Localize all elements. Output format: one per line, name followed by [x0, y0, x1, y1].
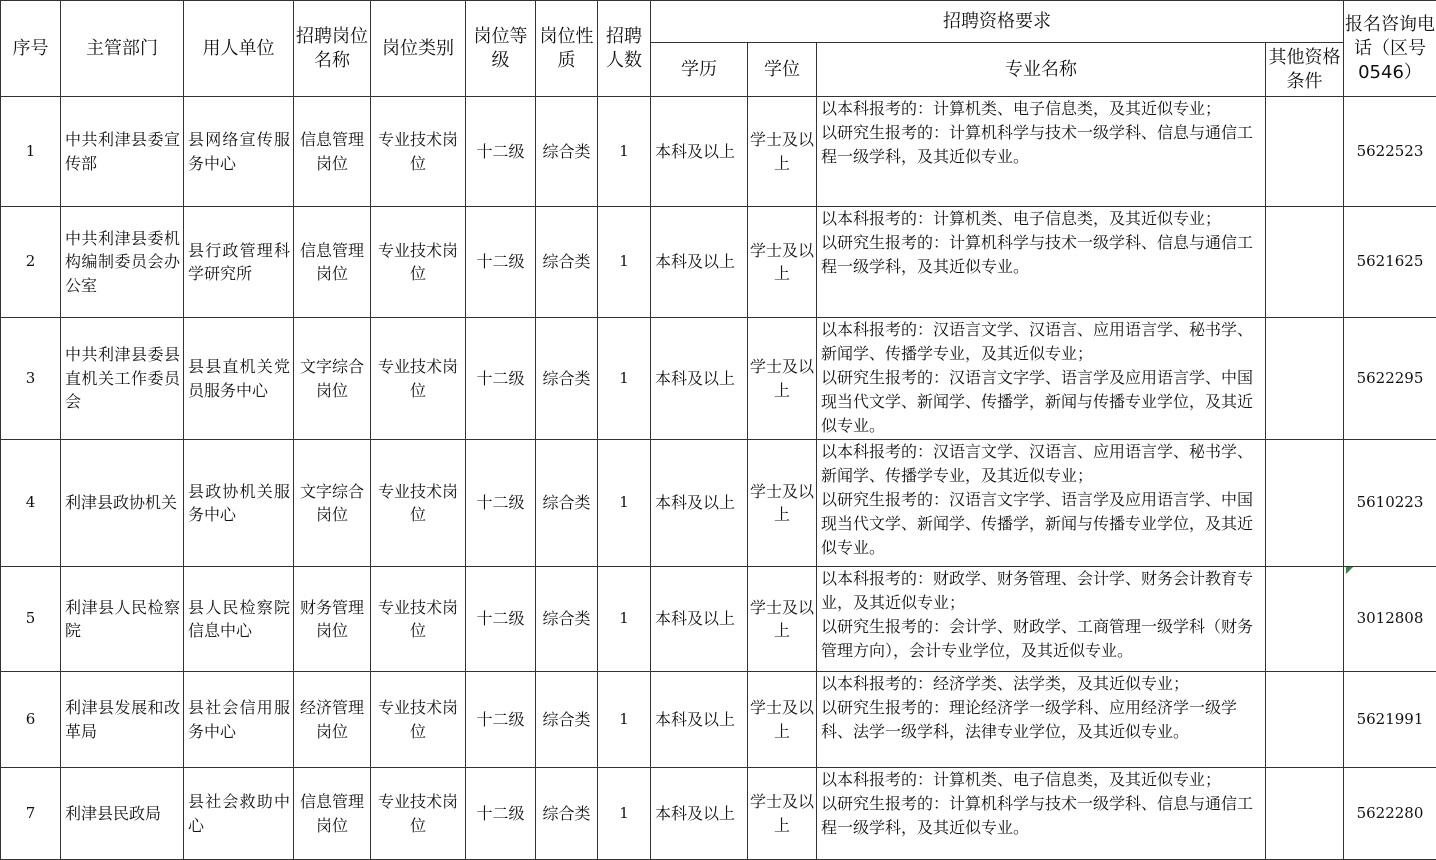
cell-unit: 县人民检察院信息中心 — [184, 567, 294, 672]
cell-level: 十二级 — [466, 440, 536, 567]
cell-major: 以本科报考的：计算机类、电子信息类，及其近似专业； 以研究生报考的：计算机科学与技术一级学科、信息与通信工程一级学科，及其近似专业。 — [817, 207, 1266, 318]
cell-education: 本科及以上 — [651, 768, 748, 860]
cell-degree: 学士及以上 — [748, 207, 817, 318]
cell-position-name: 文字综合岗位 — [294, 318, 371, 440]
cell-nature: 综合类 — [536, 207, 598, 318]
cell-other — [1266, 440, 1344, 567]
cell-phone: 3012808 — [1344, 567, 1436, 672]
table-row — [1, 768, 1436, 860]
cell-unit: 县社会救助中心 — [184, 768, 294, 860]
cell-other — [1266, 672, 1344, 768]
cell-count: 1 — [598, 207, 651, 318]
header-recruit-count: 招聘人数 — [598, 1, 651, 97]
header-position-type: 岗位类别 — [371, 1, 466, 97]
cell-unit: 县县直机关党员服务中心 — [184, 318, 294, 440]
cell-major: 以本科报考的：汉语言文学、汉语言、应用语言学、秘书学、新闻学、传播学专业，及其近似专业； 以研究生报考的：汉语言文字学、语言学及应用语言学、中国现当代文学、新闻学、传播学，新闻与传播专业学位，及其近似专业。 — [817, 318, 1266, 440]
cell-nature: 综合类 — [536, 318, 598, 440]
cell-unit: 县网络宣传服务中心 — [184, 97, 294, 207]
cell-phone: 5621625 — [1344, 207, 1436, 318]
cell-seq: 1 — [1, 97, 61, 207]
cell-position-type: 专业技术岗位 — [371, 318, 466, 440]
table-body — [1, 97, 1436, 860]
cell-other — [1266, 567, 1344, 672]
table-row — [1, 318, 1436, 440]
cell-position-name: 信息管理岗位 — [294, 768, 371, 860]
cell-seq: 3 — [1, 318, 61, 440]
cell-degree: 学士及以上 — [748, 768, 817, 860]
cell-department: 利津县政协机关 — [61, 440, 184, 567]
cell-degree: 学士及以上 — [748, 672, 817, 768]
header-qualification-group: 招聘资格要求 — [651, 1, 1344, 43]
cell-phone: 5622295 — [1344, 318, 1436, 440]
cell-level: 十二级 — [466, 207, 536, 318]
cell-level: 十二级 — [466, 672, 536, 768]
cell-degree: 学士及以上 — [748, 97, 817, 207]
cell-department: 利津县发展和改革局 — [61, 672, 184, 768]
cell-position-type: 专业技术岗位 — [371, 672, 466, 768]
cell-major: 以本科报考的：计算机类、电子信息类，及其近似专业； 以研究生报考的：计算机科学与技术一级学科、信息与通信工程一级学科，及其近似专业。 — [817, 768, 1266, 860]
header-position-name: 招聘岗位名称 — [294, 1, 371, 97]
cell-seq: 4 — [1, 440, 61, 567]
header-unit: 用人单位 — [184, 1, 294, 97]
header-other: 其他资格条件 — [1266, 43, 1344, 97]
table-row — [1, 440, 1436, 567]
cell-major: 以本科报考的：财政学、财务管理、会计学、财务会计教育专业，及其近似专业； 以研究生报考的：会计学、财政学、工商管理一级学科（财务管理方向），会计专业学位，及其近似专业。 — [817, 567, 1266, 672]
cell-department: 利津县人民检察院 — [61, 567, 184, 672]
cell-seq: 6 — [1, 672, 61, 768]
cell-degree: 学士及以上 — [748, 440, 817, 567]
cell-education: 本科及以上 — [651, 207, 748, 318]
header-position-nature: 岗位性质 — [536, 1, 598, 97]
cell-seq: 2 — [1, 207, 61, 318]
cell-nature: 综合类 — [536, 440, 598, 567]
cell-nature: 综合类 — [536, 768, 598, 860]
cell-major: 以本科报考的：经济学类、法学类，及其近似专业； 以研究生报考的：理论经济学一级学科、应用经济学一级学科、法学一级学科，法律专业学位，及其近似专业。 — [817, 672, 1266, 768]
header-phone: 报名咨询电话（区号0546） — [1344, 1, 1436, 97]
cell-seq: 7 — [1, 768, 61, 860]
table-row — [1, 672, 1436, 768]
cell-position-type: 专业技术岗位 — [371, 567, 466, 672]
cell-count: 1 — [598, 440, 651, 567]
cell-position-type: 专业技术岗位 — [371, 440, 466, 567]
cell-department: 中共利津县委宣传部 — [61, 97, 184, 207]
cell-phone: 5622523 — [1344, 97, 1436, 207]
cell-other — [1266, 318, 1344, 440]
cell-other — [1266, 207, 1344, 318]
cell-count: 1 — [598, 318, 651, 440]
table-row — [1, 567, 1436, 672]
cell-nature: 综合类 — [536, 567, 598, 672]
cell-department: 中共利津县委机构编制委员会办公室 — [61, 207, 184, 318]
cell-nature: 综合类 — [536, 672, 598, 768]
table-row — [1, 97, 1436, 207]
cell-comment-marker — [1346, 567, 1353, 574]
cell-level: 十二级 — [466, 768, 536, 860]
table-row — [1, 207, 1436, 318]
cell-position-name: 文字综合岗位 — [294, 440, 371, 567]
cell-nature: 综合类 — [536, 97, 598, 207]
cell-degree: 学士及以上 — [748, 318, 817, 440]
cell-education: 本科及以上 — [651, 97, 748, 207]
cell-position-type: 专业技术岗位 — [371, 97, 466, 207]
header-department: 主管部门 — [61, 1, 184, 97]
cell-count: 1 — [598, 672, 651, 768]
cell-education: 本科及以上 — [651, 440, 748, 567]
cell-seq: 5 — [1, 567, 61, 672]
cell-position-name: 信息管理岗位 — [294, 207, 371, 318]
cell-major: 以本科报考的：计算机类、电子信息类，及其近似专业； 以研究生报考的：计算机科学与技术一级学科、信息与通信工程一级学科，及其近似专业。 — [817, 97, 1266, 207]
cell-department: 中共利津县委县直机关工作委员会 — [61, 318, 184, 440]
cell-other — [1266, 97, 1344, 207]
header-major: 专业名称 — [817, 43, 1266, 97]
cell-count: 1 — [598, 97, 651, 207]
cell-unit: 县政协机关服务中心 — [184, 440, 294, 567]
cell-phone: 5621991 — [1344, 672, 1436, 768]
cell-phone: 5622280 — [1344, 768, 1436, 860]
cell-unit: 县社会信用服务中心 — [184, 672, 294, 768]
cell-level: 十二级 — [466, 567, 536, 672]
cell-education: 本科及以上 — [651, 567, 748, 672]
cell-other — [1266, 768, 1344, 860]
cell-unit: 县行政管理科学研究所 — [184, 207, 294, 318]
header-position-level: 岗位等级 — [466, 1, 536, 97]
cell-department: 利津县民政局 — [61, 768, 184, 860]
cell-level: 十二级 — [466, 318, 536, 440]
cell-position-type: 专业技术岗位 — [371, 768, 466, 860]
cell-education: 本科及以上 — [651, 318, 748, 440]
cell-major: 以本科报考的：汉语言文学、汉语言、应用语言学、秘书学、新闻学、传播学专业，及其近似专业； 以研究生报考的：汉语言文字学、语言学及应用语言学、中国现当代文学、新闻学、传播学，新闻与传播专业学位，及其近似专业。 — [817, 440, 1266, 567]
cell-count: 1 — [598, 567, 651, 672]
cell-degree: 学士及以上 — [748, 567, 817, 672]
cell-position-name: 信息管理岗位 — [294, 97, 371, 207]
cell-count: 1 — [598, 768, 651, 860]
cell-position-type: 专业技术岗位 — [371, 207, 466, 318]
cell-education: 本科及以上 — [651, 672, 748, 768]
header-degree: 学位 — [748, 43, 817, 97]
cell-position-name: 经济管理岗位 — [294, 672, 371, 768]
cell-phone: 5610223 — [1344, 440, 1436, 567]
header-seq: 序号 — [1, 1, 61, 97]
cell-position-name: 财务管理岗位 — [294, 567, 371, 672]
header-education: 学历 — [651, 43, 748, 97]
cell-level: 十二级 — [466, 97, 536, 207]
